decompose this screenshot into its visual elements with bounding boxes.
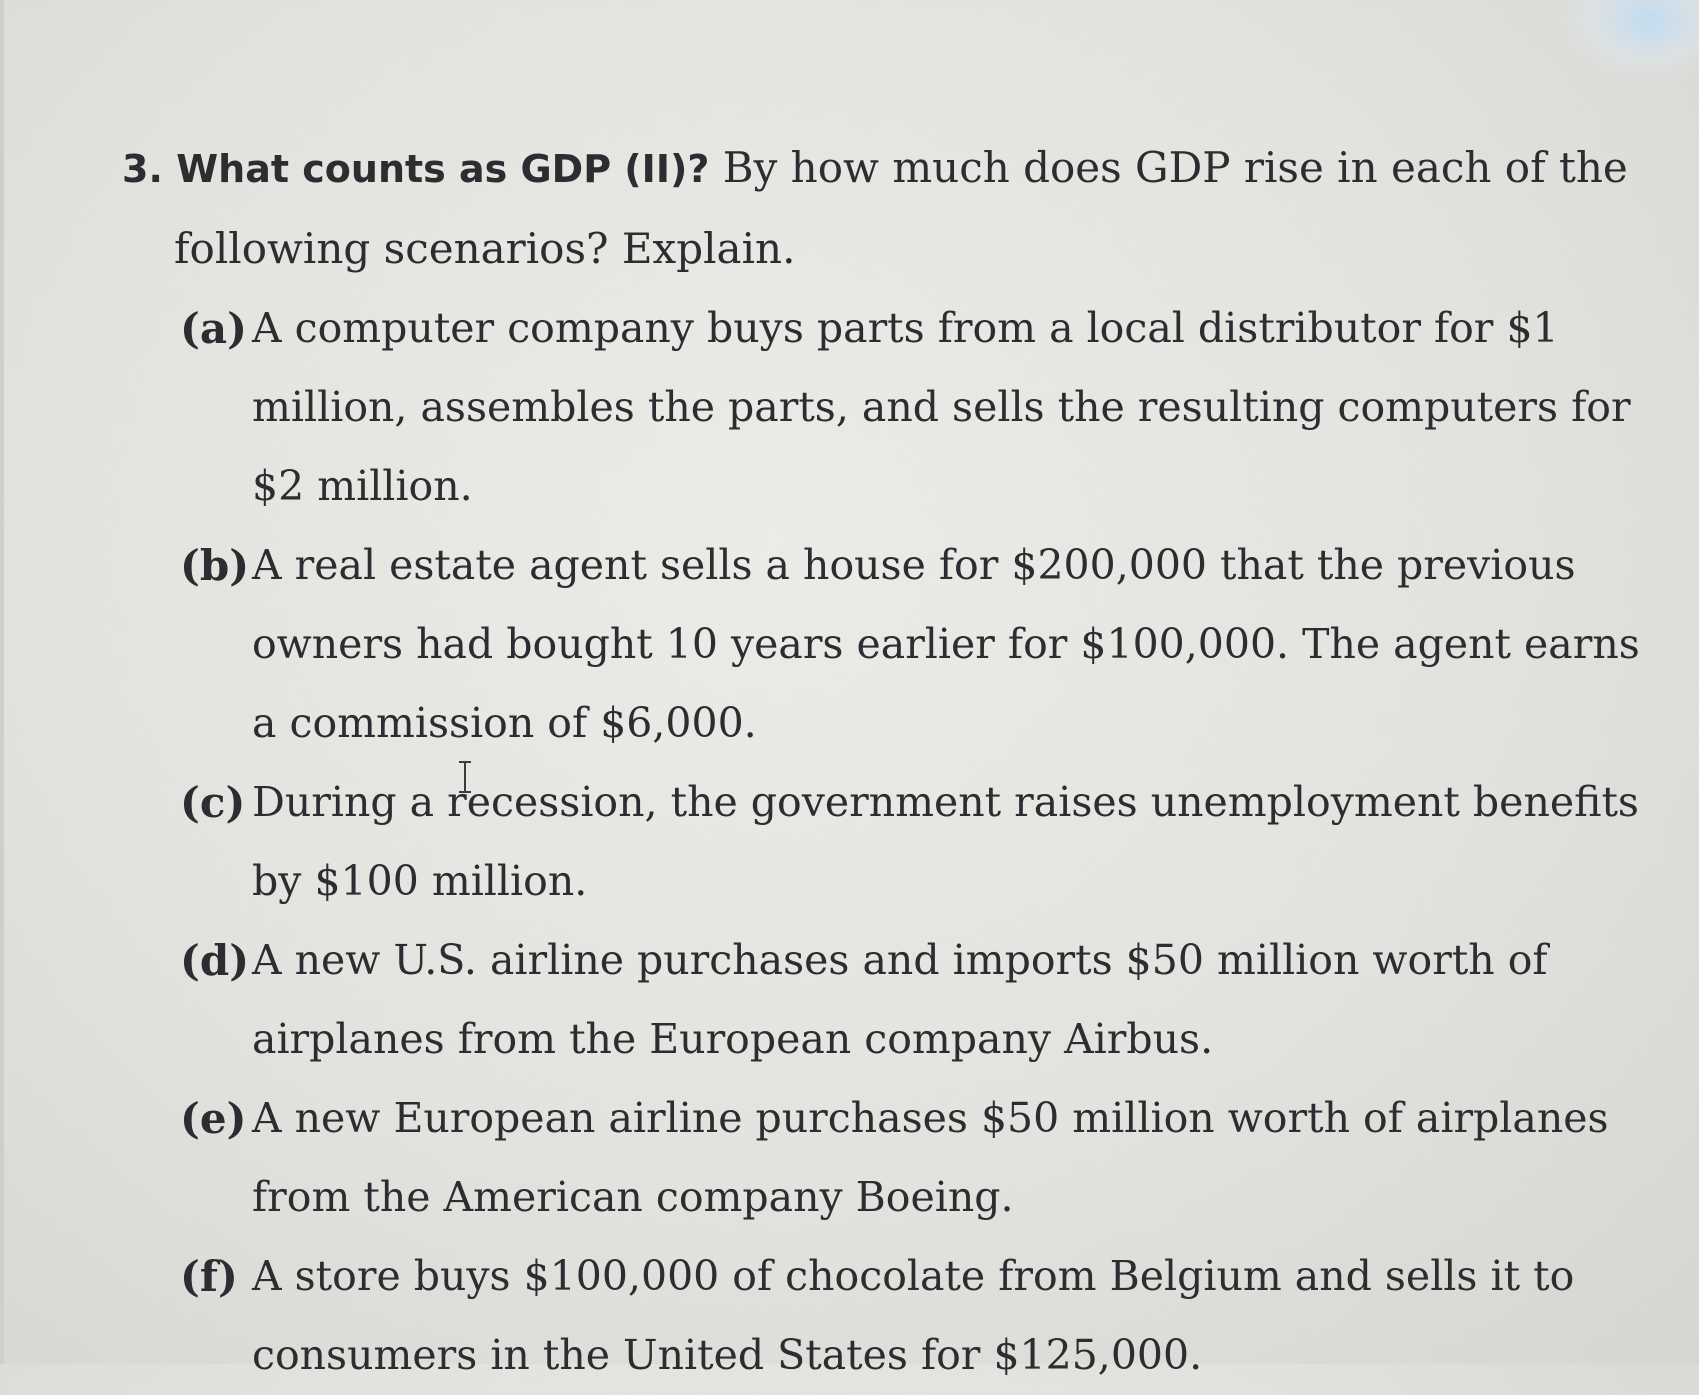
scenario-label: (d)	[180, 936, 250, 985]
text-cursor-icon	[456, 760, 474, 794]
scenario-line: a commission of $6,000.	[252, 699, 757, 747]
question-block	[122, 128, 1640, 1395]
screen-glare	[1559, 0, 1699, 80]
scenario-line: A new U.S. airline purchases and imports $50 million worth of	[252, 936, 1548, 984]
scenario-line: from the American company Boeing.	[252, 1173, 1014, 1221]
scenario-item-e	[180, 1079, 1609, 1237]
scenario-line: A real estate agent sells a house for $200,000 that the previous	[252, 541, 1576, 589]
scenario-label: (c)	[180, 778, 246, 827]
scenario-item-d	[180, 921, 1548, 1079]
scenario-label: (e)	[180, 1094, 247, 1143]
scenario-item-f	[180, 1237, 1575, 1395]
question-prompt-line2: following scenarios? Explain.	[174, 224, 796, 273]
scenario-line: owners had bought 10 years earlier for $100,000. The agent earns	[252, 620, 1640, 668]
scenario-line: million, assembles the parts, and sells the resulting computers for	[252, 383, 1631, 431]
question-first-line	[122, 128, 1628, 209]
scenario-line: consumers in the United States for $125,000.	[252, 1331, 1203, 1379]
scenario-item-a	[180, 289, 1631, 526]
scenario-line: During a recession, the government raises unemployment benefits	[252, 778, 1639, 826]
scenario-item-b	[180, 526, 1640, 763]
question-prompt-line1: By how much does GDP rise in each of the	[722, 143, 1628, 192]
scenario-item-c	[180, 763, 1639, 921]
scenario-label: (a)	[180, 304, 247, 353]
page-edge	[0, 0, 4, 1364]
question-heading: What counts as GDP (II)?	[176, 147, 710, 191]
scenario-line: A computer company buys parts from a local distributor for $1	[252, 304, 1559, 352]
scenario-line: $2 million.	[252, 462, 473, 510]
scenario-label: (b)	[180, 541, 250, 590]
scenario-line: by $100 million.	[252, 857, 588, 905]
question-number: 3.	[122, 147, 163, 191]
scenario-line: A store buys $100,000 of chocolate from Belgium and sells it to	[252, 1252, 1575, 1300]
scenario-label: (f)	[180, 1252, 238, 1301]
scenario-line: airplanes from the European company Airbus.	[252, 1015, 1214, 1063]
scenario-line: A new European airline purchases $50 million worth of airplanes	[252, 1094, 1609, 1142]
